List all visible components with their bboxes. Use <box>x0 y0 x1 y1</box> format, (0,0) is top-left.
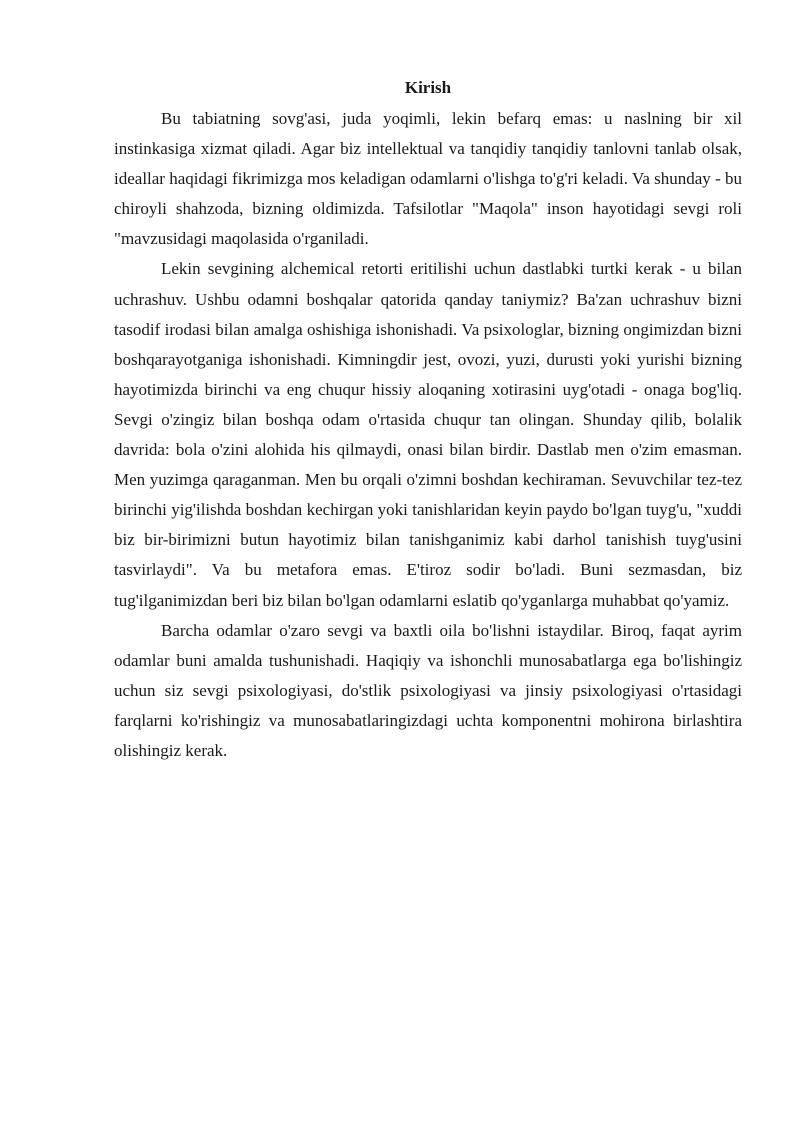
paragraph-3: Barcha odamlar o'zaro sevgi va baxtli oila bo'lishni istaydilar. Biroq, faqat ayrim odamlar buni amalda tushunishadi. Haqiqiy va ishonchli munosabatlarga ega bo'lishingiz uchun siz sevgi psixologiyasi, do'stlik psixologiyasi va jinsiy psixologiyasi o'rtasidagi farqlarni ko'rishingiz va munosabatlaringizdagi uchta komponentni mohirona birlashtira olishingiz kerak. <box>114 620 742 760</box>
document-page <box>114 74 742 766</box>
paragraph-1: Bu tabiatning sovg'asi, juda yoqimli, lekin befarq emas: u naslning bir xil instinkasiga xizmat qiladi. Agar biz intellektual va tanqidiy tanqidiy tanlovni tanlab olsak, ideallar haqidagi fikrimizga mos keladigan odamlarni o'lishga to'g'ri keladi. Va shunday - bu chiroyli shahzoda, bizning oldimizda. Tafsilotlar "Maqola" inson hayotidagi sevgi roli "mavzusidagi maqolasida o'rganiladi. <box>114 109 742 249</box>
page-title: Kirish <box>404 78 452 97</box>
paragraph-2: Lekin sevgining alchemical retorti eritilishi uchun dastlabki turtki kerak - u bilan uchrashuv. Ushbu odamni boshqalar qatorida qanday taniymiz? Ba'zan uchrashuv bizni tasodif irodasi bilan amalga oshishiga ishonishadi. Va psixologlar, bizning ongimizdan bizni boshqarayotganiga ishonishadi. Kimningdir jest, ovozi, yuzi, durusti yoki yurishi bizning hayotimizda birinchi va eng chuqur hissiy aloqaning xotirasini uyg'otadi - onaga bog'liq. Sevgi o'zingiz bilan boshqa odam o'rtasida chuqur tan olingan. Shunday qilib, bolalik davrida: bola o'zini alohida his qilmaydi, onasi bilan birdir. Dastlab men o'zim emasman. Men yuzimga qaraganman. Men bu orqali o'zimni boshdan kechiraman. Sevuvchilar tez-tez birinchi yig'ilishda boshdan kechirgan yoki tanishlaridan keyin paydo bo'lgan tuyg'u, "xuddi biz bir-birimizni butun hayotimiz bilan tanishganimiz kabi darhol tanishish tuyg'usini tasvirlaydi". Va bu metafora emas. E'tiroz sodir bo'ladi. Buni sezmasdan, biz tug'ilganimizdan beri biz bilan bo'lgan odamlarni eslatib qo'yganlarga muhabbat qo'yamiz. <box>114 259 742 610</box>
